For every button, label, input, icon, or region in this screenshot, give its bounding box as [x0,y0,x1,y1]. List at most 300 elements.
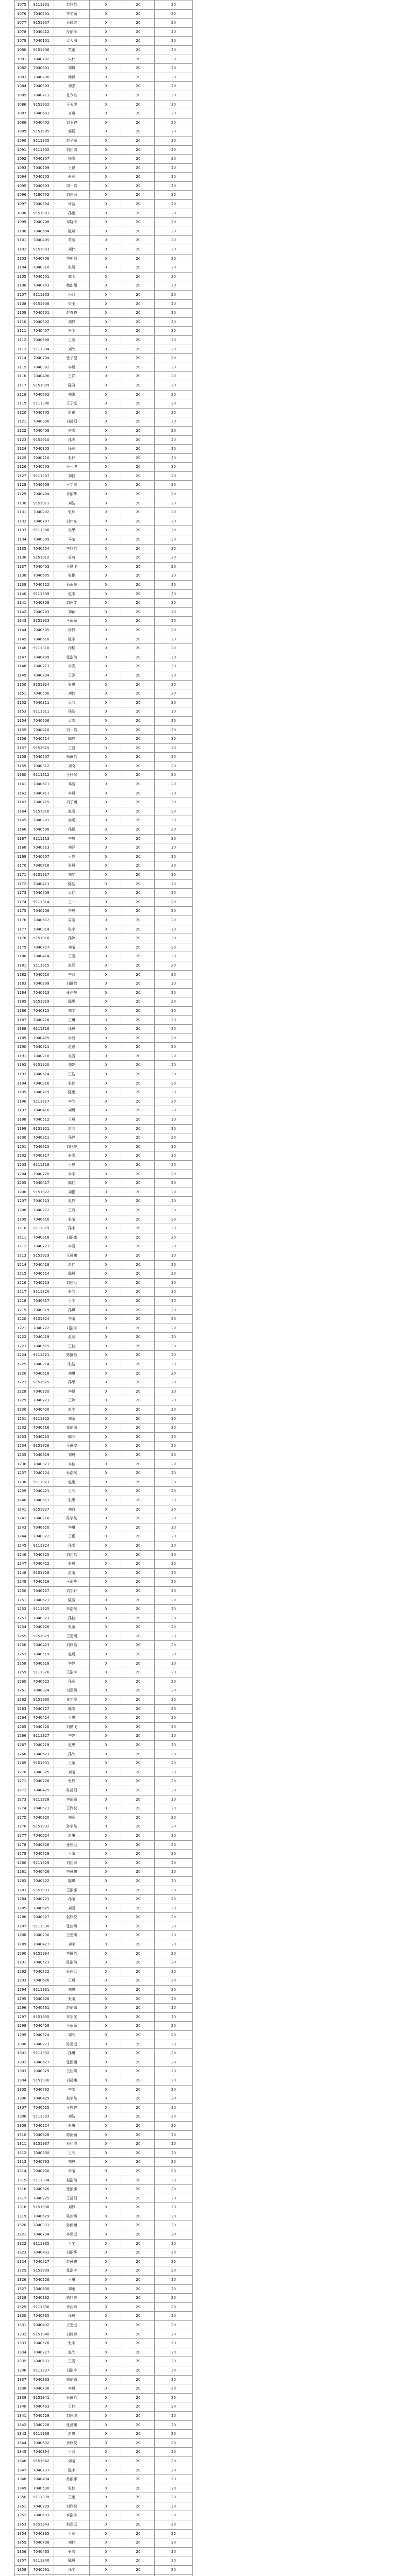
score-total-cell: 20 [155,925,193,934]
row-number-cell: 1223 [15,1342,29,1351]
table-row [15,1170,193,1179]
score-total-cell: 20 [155,390,193,399]
student-name-cell: 孙晨 [54,1025,90,1034]
score-total-cell: 20 [155,1442,193,1451]
student-id-cell: 9111330 [29,1922,54,1931]
table-row [15,2547,193,2556]
score-a-cell: 0 [90,1786,122,1795]
score-b-cell: 20 [122,399,155,409]
row-number-cell: 1333 [15,2339,29,2348]
table-row [15,1904,193,1913]
score-total-cell: 20 [155,1097,193,1106]
score-total-cell: 20 [155,2366,193,2375]
student-id-cell: 7040219 [29,1741,54,1750]
score-total-cell: 20 [155,1469,193,1478]
student-name-cell: 王晨 [54,1976,90,1986]
score-a-cell: 0 [90,1514,122,1523]
row-number-cell: 1334 [15,2348,29,2357]
score-a-cell: 0 [90,1505,122,1514]
score-b-cell: 20 [122,1822,155,1832]
score-a-cell: 0 [90,1659,122,1668]
score-a-cell: 0 [90,1043,122,1052]
student-name-cell: 李娜 [54,363,90,372]
student-id-cell: 7040306 [29,417,54,427]
score-b-cell: 20 [122,1949,155,1958]
row-number-cell: 1245 [15,1541,29,1550]
student-name-cell: 王欣然 [54,771,90,780]
score-a-cell: 0 [90,816,122,825]
student-id-cell: 7040304 [29,200,54,209]
row-number-cell: 1343 [15,2430,29,2439]
score-total-cell: 20 [155,689,193,699]
score-total-cell: 20 [155,1414,193,1423]
row-number-cell: 1107 [15,291,29,300]
score-b-cell: 20 [122,1278,155,1287]
score-a-cell: 0 [90,2484,122,2493]
student-name-cell: 吴雪 [54,1052,90,1061]
student-name-cell: 李雯 [54,662,90,671]
score-total-cell: 20 [155,1850,193,1859]
student-id-cell: 9151909 [29,381,54,390]
student-id-cell: 7040312 [29,761,54,771]
score-b-cell: 20 [122,1043,155,1052]
row-number-cell: 1337 [15,2375,29,2384]
score-b-cell: 20 [122,2330,155,2339]
row-number-cell: 1317 [15,2194,29,2203]
table-row [15,1233,193,1242]
student-id-cell: 9111305 [29,136,54,145]
score-total-cell: 20 [155,1886,193,1895]
score-total-cell: 20 [155,798,193,807]
student-id-cell: 7040213 [29,1278,54,1287]
table-row [15,2284,193,2294]
student-id-cell: 9111315 [29,961,54,970]
student-name-cell: 刘子涵 [54,798,90,807]
score-a-cell: 0 [90,1451,122,1460]
student-name-cell: 刘畅 [54,471,90,481]
score-b-cell: 20 [122,571,155,581]
score-b-cell: 20 [122,1442,155,1451]
score-a-cell: 0 [90,2103,122,2112]
row-number-cell: 1098 [15,209,29,218]
score-a-cell: 0 [90,1287,122,1297]
student-id-cell: 9151921 [29,1124,54,1133]
score-b-cell: 20 [122,2266,155,2276]
score-a-cell: 0 [90,2058,122,2067]
student-id-cell: 7040223 [29,2040,54,2049]
table-row [15,1704,193,1714]
student-name-cell: 刘雪 [54,1904,90,1913]
score-a-cell: 0 [90,1586,122,1596]
table-row [15,9,193,19]
student-id-cell: 7040326 [29,1840,54,1850]
score-total-cell: 20 [155,145,193,155]
score-b-cell: 20 [122,916,155,925]
score-b-cell: 20 [122,798,155,807]
row-number-cell: 1237 [15,1469,29,1478]
row-number-cell: 1116 [15,372,29,381]
score-total-cell: 20 [155,1505,193,1514]
score-total-cell: 20 [155,2284,193,2294]
score-total-cell: 20 [155,1215,193,1224]
table-row [15,2094,193,2104]
table-row [15,2529,193,2538]
student-id-cell: 9151919 [29,997,54,1007]
row-number-cell: 1288 [15,1931,29,1940]
table-row [15,871,193,880]
table-row [15,1550,193,1560]
table-row [15,780,193,789]
row-number-cell: 1114 [15,354,29,363]
student-name-cell: 张晨 [54,861,90,871]
student-name-cell: 刘雨 [54,2284,90,2294]
student-name-cell: 刘鹏 [54,1188,90,1197]
score-a-cell: 0 [90,363,122,372]
student-id-cell: 7040714 [29,735,54,744]
student-name-cell: 黄丽 [54,236,90,245]
score-b-cell: 20 [122,200,155,209]
student-name-cell: 孙晨 [54,2312,90,2321]
student-id-cell: 7040715 [29,798,54,807]
table-row [15,73,193,82]
row-number-cell: 1352 [15,2511,29,2520]
score-a-cell: 0 [90,155,122,164]
table-row [15,889,193,898]
score-total-cell: 20 [155,761,193,771]
table-row [15,1868,193,1877]
score-b-cell: 20 [122,2040,155,2049]
row-number-cell: 1276 [15,1822,29,1832]
score-b-cell: 20 [122,735,155,744]
score-b-cell: 20 [122,299,155,309]
row-number-cell: 1075 [15,1,29,10]
table-row [15,471,193,481]
score-b-cell: 20 [122,1197,155,1206]
student-name-cell: 王琳 [54,1015,90,1025]
table-row [15,553,193,563]
row-number-cell: 1170 [15,861,29,871]
student-id-cell: 7040317 [29,1151,54,1161]
score-b-cell: 20 [122,1804,155,1814]
student-id-cell: 7040602 [29,390,54,399]
score-b-cell: 20 [122,2384,155,2394]
student-id-cell: 7040206 [29,73,54,82]
table-row [15,1514,193,1523]
score-total-cell: 20 [155,843,193,853]
score-total-cell: 20 [155,2166,193,2176]
row-number-cell: 1324 [15,2257,29,2266]
score-b-cell: 20 [122,1913,155,1922]
score-b-cell: 20 [122,1568,155,1578]
student-name-cell: 刘鹏飞 [54,1722,90,1732]
score-a-cell: 0 [90,1541,122,1550]
score-a-cell: 0 [90,1333,122,1342]
score-b-cell: 20 [122,281,155,291]
table-row [15,988,193,997]
table-row [15,1568,193,1578]
student-id-cell: 7040707 [29,517,54,526]
table-row [15,291,193,300]
table-row [15,1378,193,1387]
student-name-cell: 孙琳 [54,2049,90,2058]
row-number-cell: 1354 [15,2529,29,2538]
score-total-cell: 20 [155,490,193,499]
score-total-cell: 20 [155,1704,193,1714]
row-number-cell: 1076 [15,9,29,19]
student-id-cell: 9111320 [29,1287,54,1297]
row-number-cell: 1251 [15,1596,29,1605]
row-number-cell: 1322 [15,2239,29,2248]
table-row [15,2221,193,2230]
row-number-cell: 1262 [15,1696,29,1705]
student-name-cell: 赵琪 [54,2430,90,2439]
score-a-cell: 0 [90,1523,122,1532]
score-total-cell: 20 [155,2276,193,2285]
student-name-cell: 范蕾 [54,45,90,55]
score-a-cell: 0 [90,1151,122,1161]
row-number-cell: 1249 [15,1578,29,1587]
score-total-cell: 20 [155,2103,193,2112]
score-total-cell: 20 [155,435,193,445]
row-number-cell: 1148 [15,662,29,671]
student-name-cell: 张浩然 [54,653,90,662]
table-row [15,834,193,843]
score-a-cell: 0 [90,1895,122,1904]
row-number-cell: 1259 [15,1668,29,1677]
table-row [15,354,193,363]
score-b-cell: 20 [122,1396,155,1405]
student-id-cell: 9151926 [29,1442,54,1451]
table-row [15,1632,193,1641]
score-total-cell: 20 [155,2121,193,2130]
row-number-cell: 1270 [15,1768,29,1777]
row-number-cell: 1323 [15,2248,29,2258]
table-row [15,209,193,218]
table-row [15,1532,193,1541]
score-a-cell: 0 [90,200,122,209]
score-total-cell: 20 [155,2294,193,2303]
student-id-cell: 7040716 [29,861,54,871]
score-total-cell: 20 [155,1858,193,1868]
score-total-cell: 20 [155,1650,193,1659]
score-total-cell: 20 [155,2420,193,2430]
student-id-cell: 9111301 [29,1,54,10]
score-a-cell: 0 [90,354,122,363]
score-b-cell: 20 [122,753,155,762]
score-b-cell: 20 [122,852,155,861]
student-id-cell: 7040501 [29,272,54,281]
score-b-cell: 20 [122,517,155,526]
table-row [15,1895,193,1904]
student-id-cell: 7040518 [29,1578,54,1587]
score-total-cell: 20 [155,2148,193,2158]
score-b-cell: 20 [122,317,155,327]
row-number-cell: 1292 [15,1967,29,1976]
row-number-cell: 1260 [15,1677,29,1686]
score-a-cell: 0 [90,173,122,182]
student-name-cell: 刘思佳 [54,599,90,608]
score-total-cell: 20 [155,1876,193,1886]
student-name-cell: 王丽 [54,2529,90,2538]
score-b-cell: 20 [122,1922,155,1931]
score-a-cell: 0 [90,1614,122,1623]
student-id-cell: 7040620 [29,1523,54,1532]
score-total-cell: 20 [155,1142,193,1151]
student-id-cell: 7040713 [29,662,54,671]
row-number-cell: 1141 [15,599,29,608]
student-name-cell: 刘婷 [54,1061,90,1070]
student-id-cell: 7040303 [29,82,54,91]
student-id-cell: 7040331 [29,2221,54,2230]
row-number-cell: 1194 [15,1079,29,1088]
score-a-cell: 0 [90,644,122,653]
row-number-cell: 1348 [15,2475,29,2484]
table-row [15,1451,193,1460]
student-id-cell: 9151911 [29,499,54,508]
score-total-cell: 20 [155,1976,193,1986]
row-number-cell: 1208 [15,1206,29,1215]
score-a-cell: 0 [90,490,122,499]
score-a-cell: 0 [90,807,122,816]
student-name-cell: 邓晓宇 [54,218,90,227]
score-a-cell: 0 [90,309,122,318]
student-name-cell: 孙雪 [54,1541,90,1550]
student-id-cell: 9151924 [29,1315,54,1324]
row-number-cell: 1077 [15,19,29,28]
table-row [15,109,193,118]
table-row [15,1142,193,1151]
score-a-cell: 0 [90,581,122,590]
row-number-cell: 1335 [15,2357,29,2366]
score-a-cell: 0 [90,218,122,227]
row-number-cell: 1144 [15,625,29,635]
table-row [15,1287,193,1297]
score-a-cell: 0 [90,2176,122,2185]
student-name-cell: 刘浩宇 [54,2366,90,2375]
row-number-cell: 1185 [15,997,29,1007]
student-id-cell: 7040432 [29,2321,54,2330]
score-a-cell: 0 [90,1088,122,1097]
student-id-cell: 7040711 [29,91,54,100]
score-a-cell: 0 [90,1351,122,1360]
student-name-cell: 刘浩 [54,2112,90,2122]
table-row [15,2230,193,2240]
student-id-cell: 7040603 [29,181,54,191]
score-total-cell: 20 [155,1161,193,1170]
score-b-cell: 20 [122,970,155,979]
score-b-cell: 20 [122,1451,155,1460]
student-id-cell: 7040626 [29,1976,54,1986]
student-name-cell: 孙丽 [54,1677,90,1686]
score-b-cell: 20 [122,1750,155,1759]
student-id-cell: 7040728 [29,1777,54,1786]
score-a-cell: 0 [90,1958,122,1968]
student-name-cell: 王雨 [54,2493,90,2502]
score-a-cell: 0 [90,716,122,725]
row-number-cell: 1169 [15,852,29,861]
student-name-cell: 张丽丽 [54,1423,90,1433]
table-row [15,1033,193,1043]
row-number-cell: 1190 [15,1043,29,1052]
score-b-cell: 20 [122,544,155,553]
student-id-cell: 7040431 [29,2248,54,2258]
student-name-cell: 张思 [54,1496,90,1505]
score-b-cell: 20 [122,490,155,499]
table-row [15,1886,193,1895]
score-b-cell: 20 [122,1940,155,1950]
score-a-cell: 0 [90,1396,122,1405]
table-row [15,1360,193,1369]
student-name-cell: 王晨阳 [54,2194,90,2203]
table-row [15,526,193,535]
student-name-cell: 张晴 [54,1215,90,1224]
score-a-cell: 0 [90,825,122,835]
table-row [15,2076,193,2085]
score-a-cell: 0 [90,2148,122,2158]
table-row [15,1070,193,1079]
row-number-cell: 1193 [15,1070,29,1079]
score-b-cell: 20 [122,698,155,707]
table-row [15,2176,193,2185]
score-total-cell: 20 [155,1387,193,1396]
score-b-cell: 20 [122,1967,155,1976]
score-b-cell: 20 [122,2257,155,2266]
row-number-cell: 1345 [15,2448,29,2457]
score-a-cell: 0 [90,852,122,861]
row-number-cell: 1356 [15,2547,29,2556]
student-id-cell: 7040418 [29,1260,54,1269]
score-b-cell: 20 [122,1387,155,1396]
score-b-cell: 20 [122,1161,155,1170]
score-b-cell: 20 [122,2094,155,2104]
table-row [15,1460,193,1469]
row-number-cell: 1199 [15,1124,29,1133]
score-b-cell: 20 [122,599,155,608]
student-id-cell: 7040513 [29,1197,54,1206]
student-name-cell: 李晴 [54,2166,90,2176]
row-number-cell: 1221 [15,1324,29,1333]
student-name-cell: 赵欣悦 [54,1913,90,1922]
score-total-cell: 20 [155,127,193,137]
score-a-cell: 0 [90,2411,122,2420]
score-total-cell: 20 [155,816,193,825]
score-a-cell: 0 [90,925,122,934]
score-total-cell: 20 [155,1124,193,1133]
student-id-cell: 7040726 [29,1623,54,1632]
score-total-cell: 20 [155,1994,193,2004]
student-id-cell: 7040506 [29,689,54,699]
score-b-cell: 20 [122,2085,155,2094]
student-id-cell: 7040631 [29,2357,54,2366]
student-name-cell: 张慧 [54,263,90,273]
table-row [15,2384,193,2394]
table-row [15,200,193,209]
student-name-cell: 张雪 [54,1151,90,1161]
student-id-cell: 9111331 [29,1986,54,1995]
score-a-cell: 0 [90,1423,122,1433]
student-id-cell: 7040332 [29,2294,54,2303]
student-name-cell: 孙丽娜 [54,2475,90,2484]
student-id-cell: 7040335 [29,2529,54,2538]
row-number-cell: 1319 [15,2212,29,2221]
table-row [15,2004,193,2013]
score-total-cell: 20 [155,1532,193,1541]
score-a-cell: 0 [90,1650,122,1659]
row-number-cell: 1239 [15,1487,29,1496]
score-a-cell: 0 [90,1922,122,1931]
score-total-cell: 20 [155,1641,193,1650]
score-b-cell: 20 [122,2166,155,2176]
